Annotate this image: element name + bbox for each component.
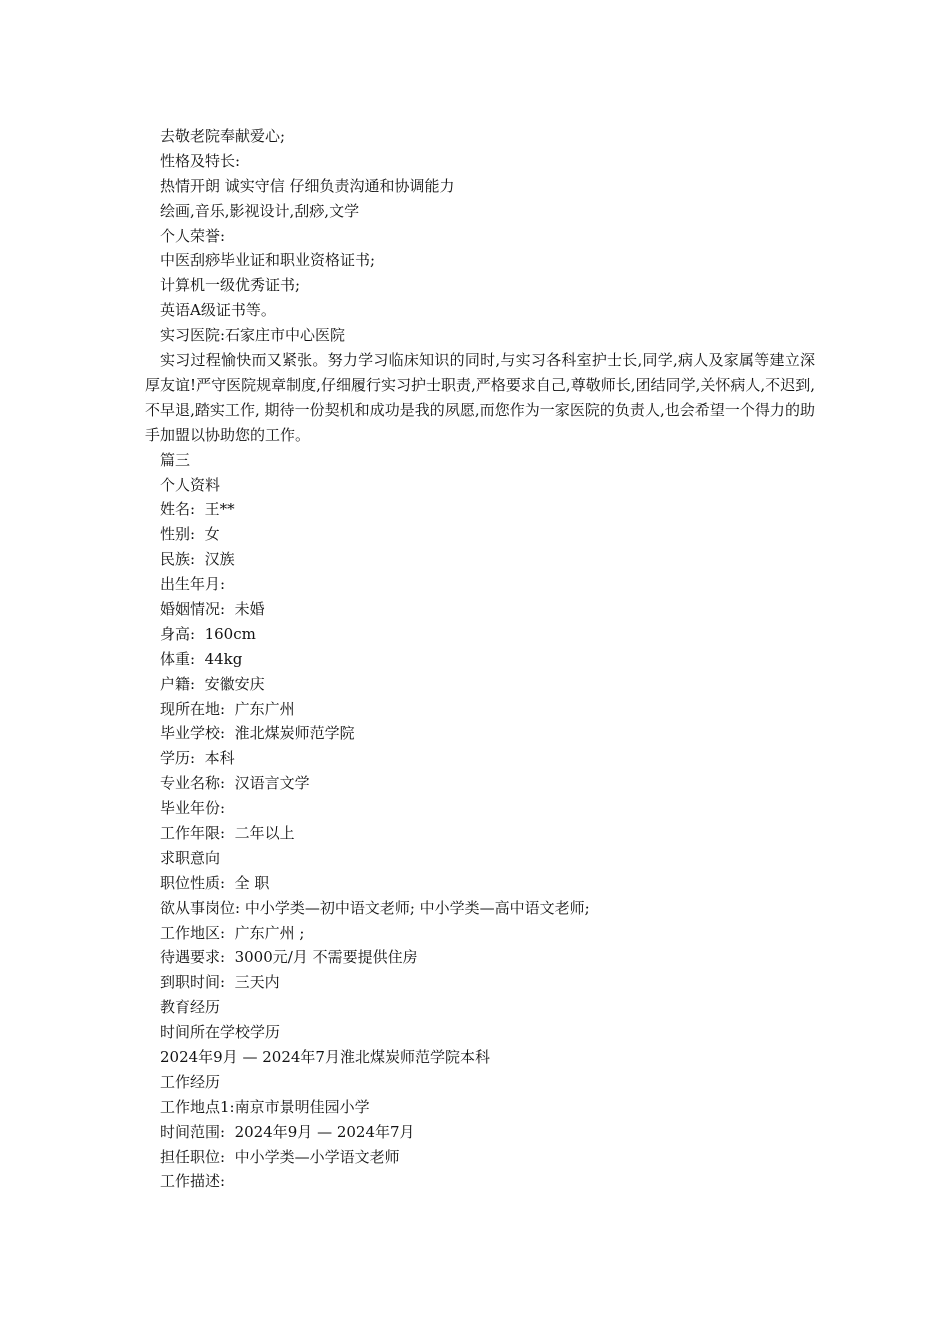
section-heading-job-intention: 求职意向 xyxy=(160,848,221,867)
internship-paragraph: 实习过程愉快而又紧张。努力学习临床知识的同时,与实习各科室护士长,同学,病人及家属等建立深厚友谊!严守医院规章制度,仔细履行实习护士职责,严格要求自己,尊敬师长,团结同学,关怀病人,不迟到,不早退,踏实工作, 期待一份契机和成功是我的夙愿,而您作为一家医院的负责人,也会希望一个得力的助手加盟以协助您的工作。 xyxy=(145,351,815,444)
text-line: 中医刮痧毕业证和职业资格证书; xyxy=(160,251,376,270)
field-gender: 性别: 女 xyxy=(160,525,220,544)
field-job-type: 职位性质: 全 职 xyxy=(160,873,270,892)
field-start-time: 到职时间: 三天内 xyxy=(160,973,280,992)
field-birth-date: 出生年月: xyxy=(160,575,226,594)
section-heading-personal-info: 个人资料 xyxy=(160,475,221,494)
field-hometown: 户籍: 安徽安庆 xyxy=(160,674,265,693)
field-work-years: 工作年限: 二年以上 xyxy=(160,824,295,842)
text-line: 英语A级证书等。 xyxy=(160,301,276,320)
field-salary: 待遇要求: 3000元/月 不需要提供住房 xyxy=(160,948,418,967)
field-name: 姓名: 王** xyxy=(160,500,235,519)
section-title-part-three: 篇三 xyxy=(160,450,191,469)
field-major: 专业名称: 汉语言文学 xyxy=(160,774,310,793)
education-header: 时间所在学校学历 xyxy=(160,1023,281,1042)
field-weight: 体重: 44kg xyxy=(160,649,243,668)
field-time-range: 时间范围: 2024年9月 — 2024年7月 xyxy=(160,1122,415,1141)
field-work-area: 工作地区: 广东广州 ; xyxy=(160,923,305,942)
field-work-location: 工作地点1:南京市景明佳园小学 xyxy=(160,1097,370,1116)
field-position-held: 担任职位: 中小学类—小学语文老师 xyxy=(160,1147,400,1166)
education-entry: 2024年9月 — 2024年7月淮北煤炭师范学院本科 xyxy=(160,1048,490,1067)
section-heading-work-experience: 工作经历 xyxy=(160,1072,221,1091)
document-body xyxy=(145,124,815,1194)
field-work-description: 工作描述: xyxy=(160,1172,226,1191)
field-height: 身高: 160cm xyxy=(160,624,256,643)
text-line: 去敬老院奉献爱心; xyxy=(160,127,286,145)
text-line: 绘画,音乐,影视设计,刮痧,文学 xyxy=(160,201,360,220)
text-line: 热情开朗 诚实守信 仔细负责沟通和协调能力 xyxy=(160,176,455,195)
section-heading-honors: 个人荣誉: xyxy=(160,226,226,245)
section-heading-education: 教育经历 xyxy=(160,998,221,1017)
text-line: 计算机一级优秀证书; xyxy=(160,276,301,295)
field-school: 毕业学校: 淮北煤炭师范学院 xyxy=(160,724,355,743)
field-marital-status: 婚姻情况: 未婚 xyxy=(160,599,265,618)
field-graduation-year: 毕业年份: xyxy=(160,799,226,818)
section-heading-personality: 性格及特长: xyxy=(160,151,241,170)
field-current-location: 现所在地: 广东广州 xyxy=(160,699,295,718)
internship-hospital: 实习医院:石家庄市中心医院 xyxy=(160,326,346,345)
field-education: 学历: 本科 xyxy=(160,749,235,768)
field-desired-position: 欲从事岗位: 中小学类—初中语文老师; 中小学类—高中语文老师; xyxy=(160,898,590,917)
field-ethnicity: 民族: 汉族 xyxy=(160,550,235,569)
